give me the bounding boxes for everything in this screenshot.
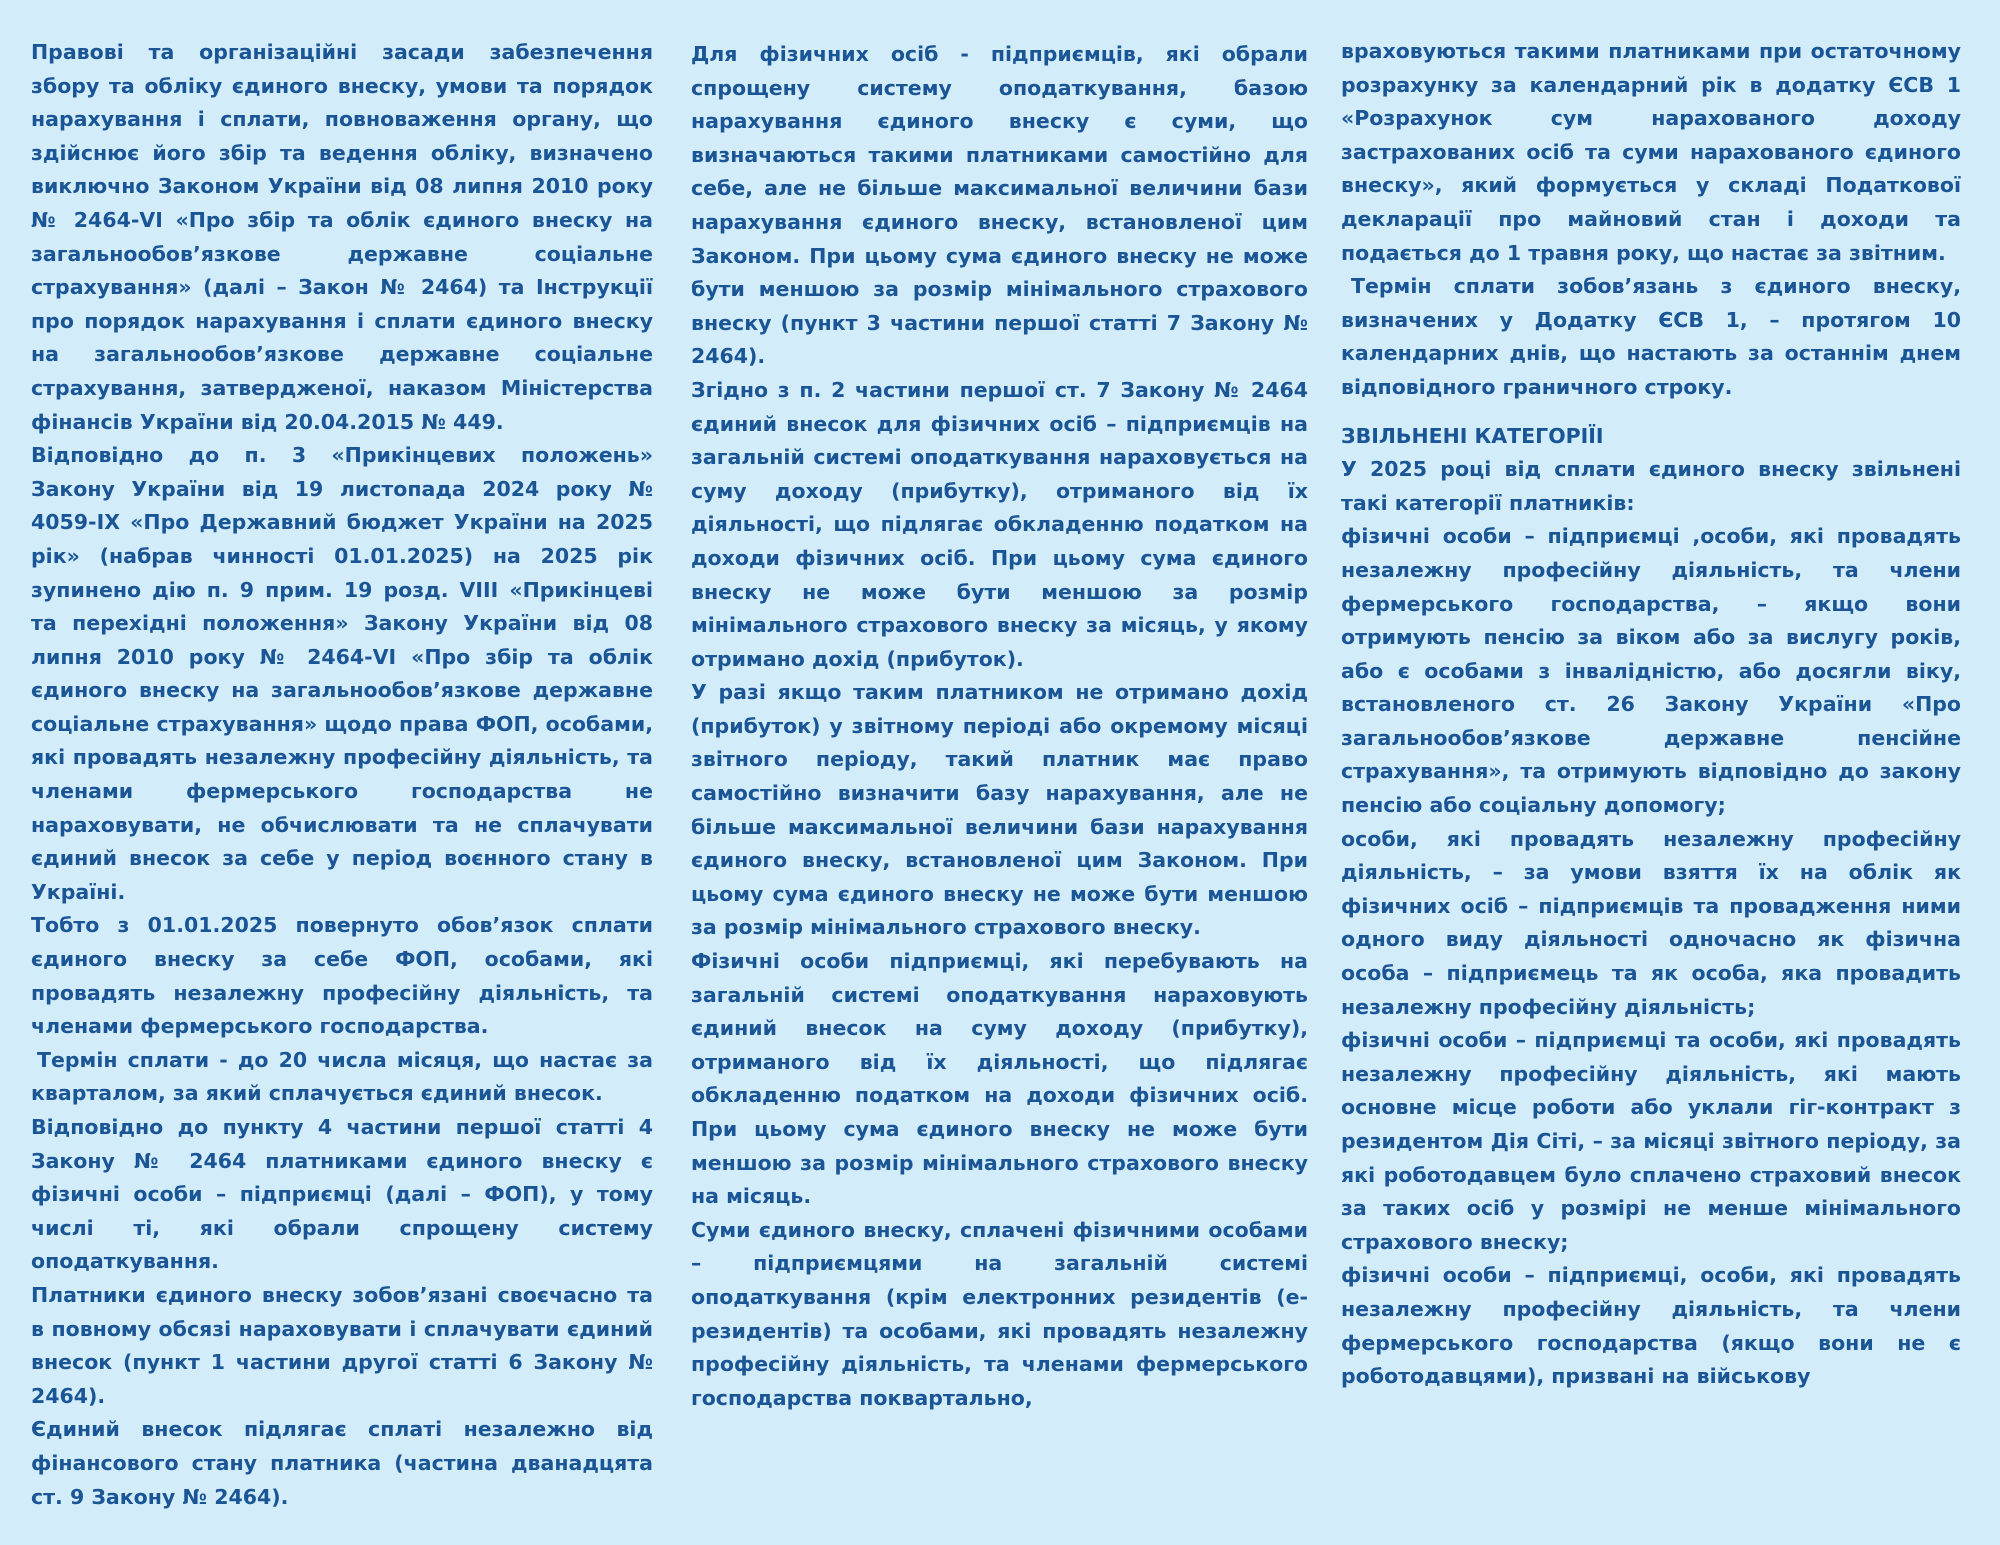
- paragraph-general-system-monthly: Фізичні особи підприємці, які перебувають на загальній системі оподаткування нараховують єдиний внесок на суму доходу (прибутку), отриманого від їх діяльності, що підлягає обкладенню податком на доходи фізичних осіб. При цьому сума єдиного внеску не може бути меншою за розмір мінімального страхового внеску на місяць.: [691, 949, 1308, 1209]
- paragraph-exempt-pensioners: фізичні особи – підприємці ,особи, які провадять незалежну професійну діяльність, та члени фермерського господарства, – якщо вони отримують пенсію за віком або за вислугу років, або є особами з інвалідністю, або досягли віку, встановленого ст. 26 Закону України «Про загальнообов’язкове державне пенсійне страхування», та отримують відповідно до закону пенсію або соціальну допомогу;: [1341, 524, 1961, 818]
- right-column: [1341, 35, 1961, 1394]
- paragraph-financial-state: Єдиний внесок підлягає сплаті незалежно від фінансового стану платника (частина дванадцята ст. 9 Закону № 2464).: [31, 1417, 653, 1509]
- paragraph-obligation-restored: Тобто з 01.01.2025 повернуто обов’язок сплати єдиного внеску за себе ФОП, особами, які провадять незалежну професійну діяльність, та членами фермерського господарства.: [31, 913, 653, 1039]
- paragraph-general-system: Згідно з п. 2 частини першої ст. 7 Закону № 2464 єдиний внесок для фізичних осіб – підприємців на загальній системі оподаткування нараховується на суму доходу (прибутку), отриманого від їх діяльності, що підлягає обкладенню податком на доходи фізичних осіб. При цьому сума єдиного внеску не може бути меншою за розмір мінімального страхового внеску за місяць, у якому отримано дохід (прибуток).: [691, 377, 1308, 671]
- paragraph-exempt-intro: У 2025 році від сплати єдиного внеску звільнені такі категорії платників:: [1341, 457, 1961, 515]
- paragraph-annual-calculation: враховуються такими платниками при остаточному розрахунку за календарний рік в додатку ЄСВ 1 «Розрахунок сум нарахованого доходу застрахованих осіб та суми нарахованого єдиного внеску», який формується у складі Податкової декларації про майновий стан і доходи та подається до 1 травня року, що настає за звітним.: [1341, 39, 1961, 265]
- paragraph-exempt-military: фізичні особи – підприємці, особи, які провадять незалежну професійну діяльність, та члени фермерського господарства (якщо вони не є роботодавцями), призвані на військову: [1341, 1263, 1961, 1389]
- paragraph-budget-law: Відповідно до п. 3 «Прикінцевих положень» Закону України від 19 листопада 2024 року № 4059-IX «Про Державний бюджет України на 2025 рік» (набрав чинності 01.01.2025) на 2025 рік зупинено дію п. 9 прим. 19 розд. VIII «Прикінцеві та перехідні положення» Закону України від 08 липня 2010 року № 2464-VI «Про збір та облік єдиного внеску на загальнообов’язкове державне соціальне страхування» щодо права ФОП, особами, які провадять незалежну професійну діяльність, та членами фермерського господарства не нараховувати, не обчислювати та не сплачувати єдиний внесок за себе у період воєнного стану в Україні.: [31, 443, 653, 904]
- paragraph-legal-basis: Правові та організаційні засади забезпечення збору та обліку єдиного внеску, умови та порядок нарахування і сплати, повноваження органу, що здійснює його збір та ведення обліку, визначено виключно Законом України від 08 липня 2010 року № 2464-VI «Про збір та облік єдиного внеску на загальнообов’язкове державне соціальне страхування» (далі – Закон № 2464) та Інструкції про порядок нарахування і сплати єдиного внеску на загальнообов’язкове державне соціальне страхування, затвердженої, наказом Міністерства фінансів України від 20.04.2015 № 449.: [31, 40, 653, 434]
- paragraph-exempt-independent: особи, які провадять незалежну професійну діяльність, – за умови взяття їх на облік як фізичних осіб – підприємців та провадження ними одного виду діяльності одночасно як фізична особа – підприємець та як особа, яка провадить незалежну професійну діяльність;: [1341, 826, 1961, 1019]
- paragraph-payers: Відповідно до пункту 4 частини першої статті 4 Закону № 2464 платниками єдиного внеску є фізичні особи – підприємці (далі – ФОП), у тому числі ті, які обрали спрощену систему оподаткування.: [31, 1115, 653, 1274]
- left-column: [31, 36, 653, 1514]
- paragraph-quarterly-sums: Суми єдиного внеску, сплачені фізичними особами – підприємцями на загальній системі оподаткування (крім електронних резидентів (е-резидентів) та особами, які провадять незалежну професійну діяльність, та членами фермерського господарства поквартально,: [691, 1217, 1308, 1410]
- paragraph-payment-term: Термін сплати - до 20 числа місяця, що настає за кварталом, за який сплачується єдиний внесок.: [31, 1047, 653, 1106]
- paragraph-esv1-term: Термін сплати зобов’язань з єдиного внеску, визначених у Додатку ЄСВ 1, – протягом 10 календарних днів, що настають за останнім днем відповідного граничного строку.: [1341, 274, 1961, 399]
- paragraph-exempt-employed: фізичні особи – підприємці та особи, які провадять незалежну професійну діяльність, які мають основне місце роботи або уклали гіг-контракт з резидентом Дія Сіті, – за місяці звітного періоду, за які роботодавцем було сплачено страховий внесок за таких осіб у розмірі не менше мінімального страхового внеску;: [1341, 1028, 1961, 1254]
- paragraph-obligations: Платники єдиного внеску зобов’язані своєчасно та в повному обсязі нараховувати і сплачувати єдиний внесок (пункт 1 частини другої статті 6 Закону № 2464).: [31, 1282, 653, 1408]
- paragraph-no-income: У разі якщо таким платником не отримано дохід (прибуток) у звітному періоді або окремому місяці звітного періоду, такий платник має право самостійно визначити базу нарахування, але не більше максимальної величини бази нарахування єдиного внеску, встановленої цим Законом. При цьому сума єдиного внеску не може бути меншою за розмір мінімального страхового внеску.: [691, 680, 1308, 940]
- section-heading-exempt: ЗВІЛЬНЕНІ КАТЕГОРІЇІ: [1341, 423, 1604, 448]
- middle-column: [691, 38, 1308, 1415]
- paragraph-simplified-system: Для фізичних осіб - підприємців, які обрали спрощену систему оподаткування, базою нарахування єдиного внеску є суми, що визначаються такими платниками самостійно для себе, але не більше максимальної величини бази нарахування єдиного внеску, встановленої цим Законом. При цьому сума єдиного внеску не може бути меншою за розмір мінімального страхового внеску (пункт 3 частини першої статті 7 Закону № 2464).: [691, 42, 1308, 369]
